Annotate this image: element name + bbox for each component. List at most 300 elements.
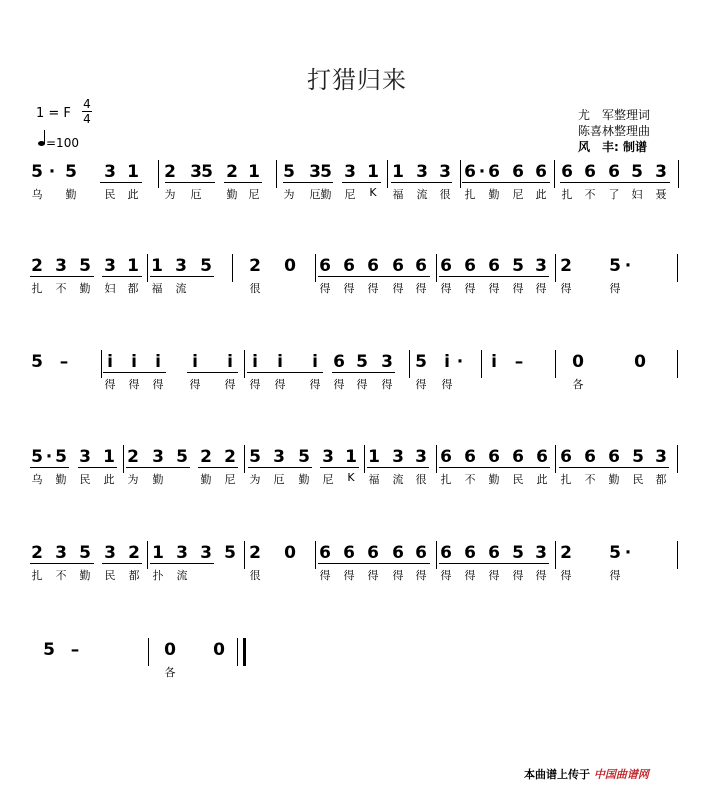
lyric-syllable: 尼: [224, 473, 236, 486]
lyric-syllable: 勤: [79, 569, 91, 582]
lyric-syllable: 勤: [152, 473, 164, 486]
lyric-syllable: 妇: [631, 188, 643, 201]
note: 6: [333, 352, 345, 372]
note: i: [444, 352, 450, 372]
lyric-syllable: 很: [415, 473, 427, 486]
note: 1: [152, 543, 164, 563]
note: –: [59, 352, 69, 372]
lyric-syllable: 得: [512, 282, 524, 295]
note: 5: [512, 256, 524, 276]
note: 3: [344, 162, 356, 182]
lyric-syllable: 得: [464, 569, 476, 582]
bar-line: [244, 350, 245, 378]
beam-line: [248, 467, 312, 468]
bar-line: [677, 541, 678, 569]
note: 3: [655, 447, 667, 467]
note: –: [70, 640, 80, 660]
lyric-syllable: 得: [441, 378, 453, 391]
note: 5: [298, 447, 310, 467]
lyric-syllable: K: [369, 186, 377, 199]
note: 3: [535, 543, 547, 563]
note: 6: [367, 543, 379, 563]
lyric-syllable: 扎: [31, 282, 43, 295]
lyric-syllable: 勤: [79, 282, 91, 295]
beam-line: [150, 563, 214, 564]
lyric-syllable: 厄: [273, 473, 285, 486]
note: 2: [31, 256, 43, 276]
beam-line: [198, 467, 238, 468]
note: ·: [478, 162, 486, 182]
note: 6: [608, 447, 620, 467]
beam-line: [342, 182, 381, 183]
note: 3: [104, 543, 116, 563]
lyric-syllable: 民: [512, 473, 524, 486]
final-bar-line: [243, 638, 246, 666]
lyric-syllable: 得: [333, 378, 345, 391]
note: 1: [367, 162, 379, 182]
note: 6: [415, 256, 427, 276]
lyric-syllable: 得: [609, 282, 621, 295]
lyric-syllable: 厄: [309, 188, 321, 201]
bar-line: [555, 350, 556, 378]
beam-line: [78, 467, 117, 468]
beam-line: [165, 182, 215, 183]
lyric-syllable: 得: [367, 282, 379, 295]
time-signature: [80, 97, 94, 126]
lyric-syllable: 得: [104, 378, 116, 391]
lyric-syllable: 得: [343, 282, 355, 295]
note: i: [312, 352, 318, 372]
note: 2: [249, 256, 261, 276]
note: 5: [31, 352, 43, 372]
lyric-syllable: 流: [392, 473, 404, 486]
lyric-syllable: 此: [127, 188, 139, 201]
note: 3: [392, 447, 404, 467]
lyric-syllable: 民: [632, 473, 644, 486]
note: 0: [284, 543, 296, 563]
bar-line: [232, 254, 233, 282]
lyric-syllable: 得: [381, 378, 393, 391]
bar-line: [147, 541, 148, 569]
note: 5: [631, 162, 643, 182]
lyric-syllable: 福: [151, 282, 163, 295]
lyric-syllable: 得: [560, 282, 572, 295]
note: 2: [224, 447, 236, 467]
lyric-syllable: 得: [440, 282, 452, 295]
lyric-syllable: 福: [392, 188, 404, 201]
note: 6: [440, 543, 452, 563]
lyric-syllable: 得: [224, 378, 236, 391]
note: ·: [45, 447, 53, 467]
beam-line: [100, 182, 142, 183]
note: 5: [79, 543, 91, 563]
bar-line: [244, 445, 245, 473]
note: 6: [440, 447, 452, 467]
note: 6: [560, 447, 572, 467]
note: 3: [55, 543, 67, 563]
lyric-syllable: 得: [319, 569, 331, 582]
meter-bottom: 4: [83, 112, 91, 126]
lyric-syllable: 乌: [31, 473, 43, 486]
lyric-syllable: 扎: [31, 569, 43, 582]
note: 3: [535, 256, 547, 276]
note: 2: [164, 162, 176, 182]
lyric-syllable: 得: [249, 378, 261, 391]
lyric-syllable: 勤: [65, 188, 77, 201]
beam-line: [283, 182, 333, 183]
beam-line: [30, 563, 94, 564]
note: ·: [624, 256, 632, 276]
note: 2: [560, 543, 572, 563]
lyric-syllable: 勤: [200, 473, 212, 486]
beam-line: [30, 276, 94, 277]
note: 5: [65, 162, 77, 182]
note: 6: [343, 543, 355, 563]
note: 3: [55, 256, 67, 276]
note: i: [192, 352, 198, 372]
note: 5: [283, 162, 295, 182]
note: 6: [512, 162, 524, 182]
lyric-syllable: 得: [415, 569, 427, 582]
lyric-syllable: 勤: [608, 473, 620, 486]
note: 0: [284, 256, 296, 276]
lyric-syllable: 很: [439, 188, 451, 201]
song-title: 打猎归来: [307, 66, 407, 94]
note: 2: [31, 543, 43, 563]
beam-line: [559, 467, 669, 468]
footer: [524, 766, 649, 782]
beam-line: [187, 372, 238, 373]
bar-line: [677, 350, 678, 378]
site-logo[interactable]: 中国曲谱网: [593, 768, 649, 781]
lyric-syllable: 得: [488, 569, 500, 582]
lyric-syllable: 民: [79, 473, 91, 486]
lyric-syllable: 得: [152, 378, 164, 391]
note: 3: [655, 162, 667, 182]
note: 3: [200, 543, 212, 563]
beam-line: [367, 467, 429, 468]
note: i: [491, 352, 497, 372]
note: 2: [226, 162, 238, 182]
beam-line: [332, 372, 395, 373]
note: 5: [415, 352, 427, 372]
beam-line: [102, 276, 142, 277]
lyric-syllable: 扎: [464, 188, 476, 201]
lyric-syllable: 流: [416, 188, 428, 201]
lyric-syllable: 得: [560, 569, 572, 582]
bar-line: [677, 445, 678, 473]
note: 0: [634, 352, 646, 372]
note: 5: [176, 447, 188, 467]
note: i: [155, 352, 161, 372]
tempo-value: =100: [46, 136, 79, 150]
lyric-syllable: 得: [392, 282, 404, 295]
note: i: [131, 352, 137, 372]
bar-line: [554, 160, 555, 188]
note: 5: [79, 256, 91, 276]
note: ·: [456, 352, 464, 372]
lyric-syllable: 此: [536, 473, 548, 486]
lyric-syllable: 不: [55, 569, 67, 582]
lyric-syllable: 民: [104, 188, 116, 201]
note: 5: [249, 447, 261, 467]
note: 5: [55, 447, 67, 467]
note: 5: [356, 352, 368, 372]
lyric-syllable: 妇: [104, 282, 116, 295]
note: 5: [31, 162, 43, 182]
lyric-syllable: 乌: [31, 188, 43, 201]
lyric-syllable: 得: [535, 569, 547, 582]
lyric-syllable: 为: [127, 473, 139, 486]
beam-line: [391, 182, 452, 183]
lyric-syllable: 扎: [561, 188, 573, 201]
note: i: [227, 352, 233, 372]
note: 5: [201, 162, 213, 182]
beam-line: [439, 276, 549, 277]
note: 6: [440, 256, 452, 276]
bar-line: [409, 350, 410, 378]
note: 3: [104, 162, 116, 182]
note: i: [107, 352, 113, 372]
lyric-syllable: 此: [535, 188, 547, 201]
note: i: [252, 352, 258, 372]
note: 6: [488, 447, 500, 467]
lyric-syllable: 聂: [655, 188, 667, 201]
note: 2: [560, 256, 572, 276]
lyric-syllable: 不: [584, 188, 596, 201]
lyric-syllable: 得: [309, 378, 321, 391]
lyric-syllable: 各: [572, 378, 584, 391]
lyric-syllable: 得: [189, 378, 201, 391]
note: 5: [320, 162, 332, 182]
note: 6: [464, 543, 476, 563]
note: 6: [536, 447, 548, 467]
note: 3: [176, 543, 188, 563]
lyric-syllable: 尼: [248, 188, 260, 201]
note: 5: [31, 447, 43, 467]
note: 3: [322, 447, 334, 467]
note: 2: [200, 447, 212, 467]
lyric-syllable: 为: [249, 473, 261, 486]
beam-line: [560, 182, 670, 183]
lyric-syllable: 很: [249, 569, 261, 582]
note: 5: [200, 256, 212, 276]
lyric-syllable: 流: [176, 569, 188, 582]
bar-line: [677, 254, 678, 282]
note: 6: [535, 162, 547, 182]
lyric-syllable: 福: [368, 473, 380, 486]
note: 3: [104, 256, 116, 276]
lyric-syllable: 得: [343, 569, 355, 582]
lyric-syllable: 都: [655, 473, 667, 486]
beam-line: [224, 182, 262, 183]
note: 6: [319, 256, 331, 276]
note: 2: [249, 543, 261, 563]
note: 3: [416, 162, 428, 182]
beam-line: [150, 276, 214, 277]
lyric-syllable: 了: [608, 188, 620, 201]
note: 6: [319, 543, 331, 563]
note: 1: [127, 162, 139, 182]
note: 6: [415, 543, 427, 563]
note: ·: [624, 543, 632, 563]
music-credit: 陈喜林整理曲: [578, 124, 651, 138]
note: 5: [512, 543, 524, 563]
lyric-syllable: 为: [164, 188, 176, 201]
lyric-syllable: 都: [128, 569, 140, 582]
note: 1: [151, 256, 163, 276]
beam-line: [103, 372, 166, 373]
note: 3: [175, 256, 187, 276]
note: 1: [248, 162, 260, 182]
lyric-syllable: 勤: [298, 473, 310, 486]
lyric-syllable: 得: [440, 569, 452, 582]
note: 6: [512, 447, 524, 467]
note: ·: [48, 162, 56, 182]
bar-line: [387, 160, 388, 188]
lyric-syllable: 得: [535, 282, 547, 295]
lyric-syllable: 勤: [226, 188, 238, 201]
beam-line: [102, 563, 142, 564]
bar-line: [555, 254, 556, 282]
beam-line: [439, 563, 549, 564]
note: 3: [309, 162, 321, 182]
beam-line: [320, 467, 359, 468]
note: 6: [343, 256, 355, 276]
note: 6: [464, 256, 476, 276]
note: 1: [345, 447, 357, 467]
note: 3: [415, 447, 427, 467]
note: 2: [128, 543, 140, 563]
lyric-syllable: 勤: [320, 188, 332, 201]
note: i: [277, 352, 283, 372]
note: 0: [213, 640, 225, 660]
bar-line: [237, 638, 238, 666]
lyric-syllable: 勤: [488, 473, 500, 486]
note: 1: [103, 447, 115, 467]
lyric-syllable: 扑: [152, 569, 164, 582]
beam-line: [462, 182, 550, 183]
note: 6: [584, 447, 596, 467]
note: 6: [392, 256, 404, 276]
lyric-syllable: 勤: [488, 188, 500, 201]
lyric-syllable: 此: [103, 473, 115, 486]
lyric-syllable: 得: [488, 282, 500, 295]
lyric-syllable: 得: [464, 282, 476, 295]
beam-line: [318, 276, 430, 277]
bar-line: [244, 541, 245, 569]
lyrics-credit: 尤 军整理词: [578, 108, 651, 122]
lyric-syllable: 民: [104, 569, 116, 582]
note: 6: [367, 256, 379, 276]
lyric-syllable: 不: [464, 473, 476, 486]
note: 3: [439, 162, 451, 182]
note: 6: [488, 543, 500, 563]
upload-text: 本曲谱上传于: [524, 768, 590, 781]
note: 5: [43, 640, 55, 660]
note: 0: [572, 352, 584, 372]
lyric-syllable: 都: [127, 282, 139, 295]
bar-line: [148, 638, 149, 666]
lyric-syllable: 得: [415, 378, 427, 391]
beam-line: [318, 563, 430, 564]
note: 6: [392, 543, 404, 563]
lyric-syllable: 扎: [560, 473, 572, 486]
bar-line: [276, 160, 277, 188]
lyric-syllable: 得: [392, 569, 404, 582]
note: 1: [392, 162, 404, 182]
note: 5: [609, 256, 621, 276]
note: 6: [488, 256, 500, 276]
lyric-syllable: 流: [175, 282, 187, 295]
note: 3: [152, 447, 164, 467]
note: 6: [584, 162, 596, 182]
lyric-syllable: 尼: [512, 188, 524, 201]
lyric-syllable: 尼: [344, 188, 356, 201]
lyric-syllable: 得: [415, 282, 427, 295]
bar-line: [555, 445, 556, 473]
tempo-marking: [38, 136, 79, 150]
lyric-syllable: 扎: [440, 473, 452, 486]
note: 3: [381, 352, 393, 372]
lyric-syllable: 得: [319, 282, 331, 295]
beam-line: [439, 467, 550, 468]
note: 6: [488, 162, 500, 182]
note: 1: [368, 447, 380, 467]
note: 0: [164, 640, 176, 660]
lyric-syllable: 尼: [322, 473, 334, 486]
note: 2: [127, 447, 139, 467]
lyric-syllable: 得: [512, 569, 524, 582]
lyric-syllable: 各: [164, 666, 176, 679]
beam-line: [247, 372, 323, 373]
lyric-syllable: 不: [584, 473, 596, 486]
meter-top: 4: [83, 97, 91, 111]
beam-line: [126, 467, 190, 468]
lyric-syllable: K: [347, 471, 355, 484]
note: 6: [608, 162, 620, 182]
note: –: [514, 352, 524, 372]
note: 6: [464, 162, 476, 182]
note: 3: [273, 447, 285, 467]
lyric-syllable: 得: [356, 378, 368, 391]
note: 1: [127, 256, 139, 276]
credits: [578, 107, 650, 155]
bar-line: [555, 541, 556, 569]
note: 3: [79, 447, 91, 467]
lyric-syllable: 不: [55, 282, 67, 295]
bar-line: [678, 160, 679, 188]
quarter-note-icon: [38, 141, 45, 146]
lyric-syllable: 勤: [55, 473, 67, 486]
note: 5: [224, 543, 236, 563]
lyric-syllable: 得: [609, 569, 621, 582]
key-signature: 1 = F: [36, 106, 71, 121]
note: 5: [632, 447, 644, 467]
lyric-syllable: 很: [249, 282, 261, 295]
note: 6: [464, 447, 476, 467]
notation-credit: 风 丰: 制谱: [578, 140, 647, 154]
bar-line: [158, 160, 159, 188]
lyric-syllable: 得: [274, 378, 286, 391]
beam-line: [30, 467, 69, 468]
note: 3: [190, 162, 202, 182]
lyric-syllable: 得: [128, 378, 140, 391]
lyric-syllable: 得: [367, 569, 379, 582]
lyric-syllable: 为: [283, 188, 295, 201]
lyric-syllable: 厄: [190, 188, 202, 201]
bar-line: [481, 350, 482, 378]
